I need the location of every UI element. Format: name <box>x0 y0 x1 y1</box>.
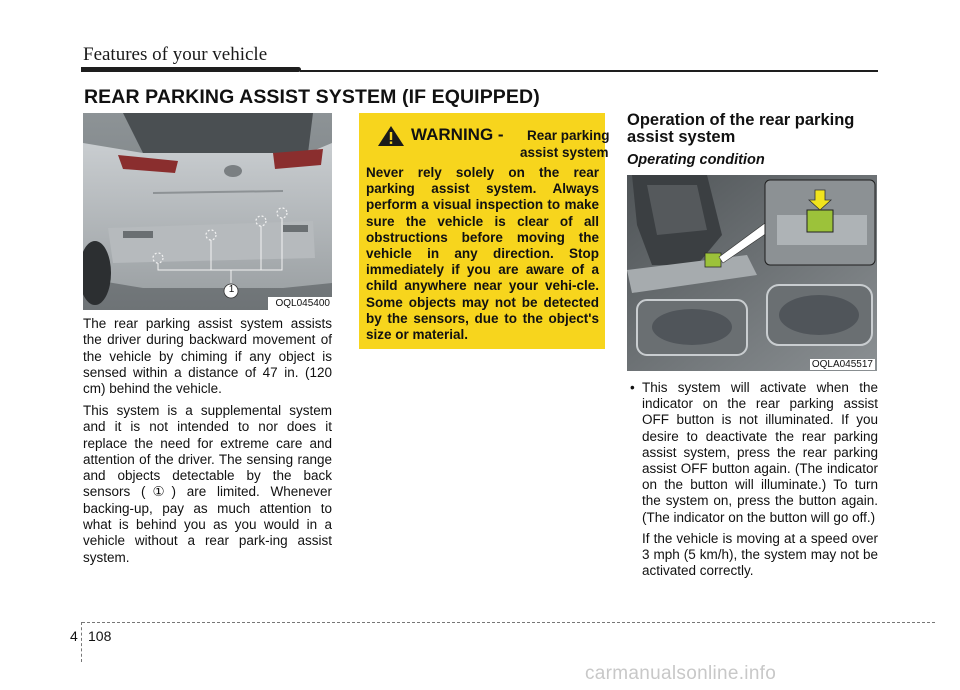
warning-box <box>359 113 610 349</box>
warning-subject-line2: assist system <box>520 145 609 160</box>
section-title: REAR PARKING ASSIST SYSTEM (IF EQUIPPED) <box>84 86 540 108</box>
chapter-number: 4 <box>70 628 78 644</box>
console-button-figure <box>627 175 877 371</box>
bullet-text-activation: This system will activate when the indicator on the rear parking assist OFF button is not illuminated. If you desire to deactivate the rear parking assist system, press the rear parking assist OFF button again. (The indicator on the button will illuminate.) To turn the system on, press the button again. (The indicator on the button will go off.) <box>642 380 878 525</box>
warning-word: WARNING - <box>411 125 504 144</box>
footer-rule <box>82 622 935 623</box>
figure-caption-car: OQL045400 <box>275 298 330 309</box>
watermark: carmanualsonline.info <box>585 663 777 684</box>
warning-subject-line1: Rear parking <box>527 128 610 143</box>
operation-subtitle: Operating condition <box>627 152 765 168</box>
rear-car-figure <box>83 113 332 310</box>
bullet-item <box>627 380 878 579</box>
paragraph-intro: The rear parking assist system assists the driver during backward movement of the vehicle by chiming if any object is sensed within a distance of 47 in. (120 cm) behind the vehicle. <box>83 316 332 397</box>
header-rule-thin <box>300 70 878 72</box>
rear-car-illustration <box>83 113 332 310</box>
warning-body: Never rely solely on the rear parking assist system. Always perform a visual inspection to make sure the vehicle is clear of all obstructions before moving the vehicle in any direction. Stop immediately if you are aware of a child anywhere near your vehi-cle. Some objects may not be detected by the sensors, due to the object's size or material. <box>366 165 599 343</box>
operation-title: Operation of the rear parking assist system <box>627 111 855 146</box>
footer-divider <box>81 622 82 662</box>
bullet-dot-icon: • <box>630 380 635 395</box>
figure-caption-console: OQLA045517 <box>811 359 873 370</box>
sensor-callout-number: 1 <box>228 284 235 295</box>
console-illustration <box>627 175 877 371</box>
paragraph-supplemental: This system is a supplemental system and it is not intended to nor does it replace the need for extreme care and attention of the driver. The sensing range and objects detectable by the back sensors (①) are limited. Whenever backing-up, pay as much attention to what is behind you as you would in a vehicle without a rear park-ing assist system. <box>83 403 332 565</box>
warning-triangle-icon <box>377 125 405 152</box>
page-number: 108 <box>88 628 112 644</box>
bullet-text-speed: If the vehicle is moving at a speed over 3 mph (5 km/h), the system may not be activated correctly. <box>642 530 878 579</box>
header-rule-thick <box>81 67 301 72</box>
running-header: Features of your vehicle <box>83 44 268 65</box>
